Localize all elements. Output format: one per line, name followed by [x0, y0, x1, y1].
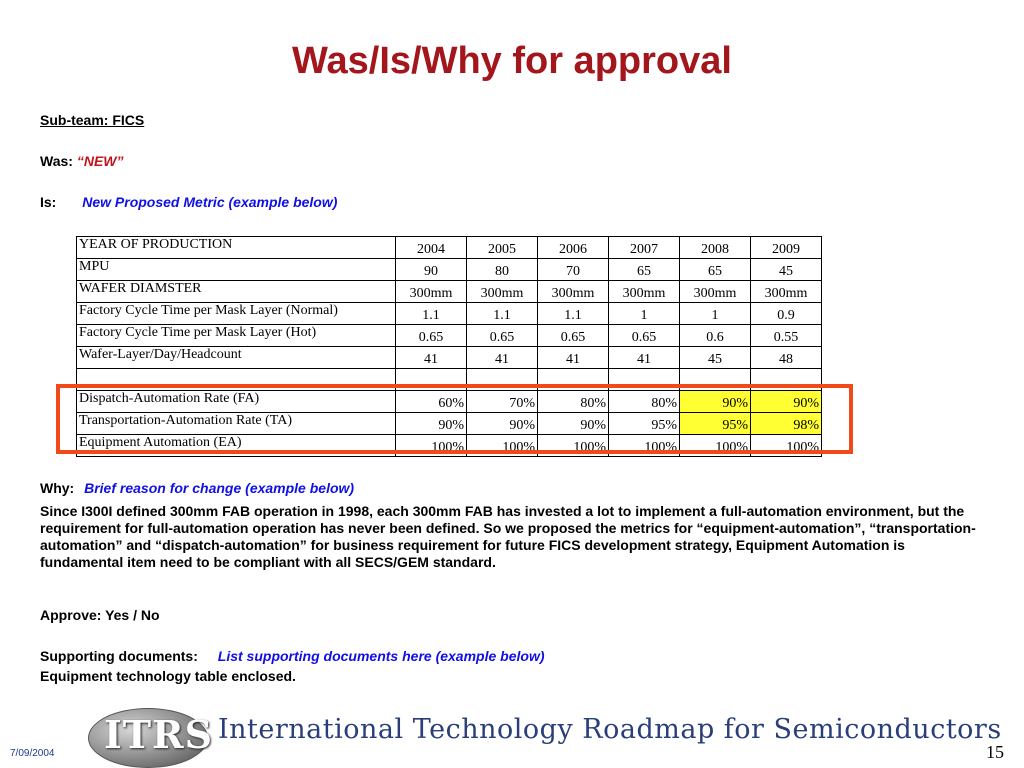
table-row	[77, 259, 822, 281]
table-cell: 0.65	[467, 325, 538, 347]
supporting-value: List supporting documents here (example below)	[217, 648, 545, 664]
table-cell: 1	[680, 303, 751, 325]
table-cell: 80%	[609, 391, 680, 413]
table-cell: 60%	[396, 391, 467, 413]
table-cell: 1.1	[467, 303, 538, 325]
table-cell: 65	[609, 259, 680, 281]
table-cell: 80%	[538, 391, 609, 413]
row-label: WAFER DIAMSTER	[77, 281, 396, 303]
table-cell: 300mm	[609, 281, 680, 303]
table-cell: 45	[680, 347, 751, 369]
table-cell: 65	[680, 259, 751, 281]
table-cell: 1	[609, 303, 680, 325]
was-line	[40, 153, 124, 169]
table-cell: 0.65	[538, 325, 609, 347]
table-row	[77, 281, 822, 303]
was-value: “NEW”	[76, 153, 124, 169]
table-cell: 90%	[538, 413, 609, 435]
table-header-row	[77, 237, 822, 259]
row-label: Equipment Automation (EA)	[77, 435, 396, 457]
supporting-label: Supporting documents:	[40, 648, 198, 664]
table-cell: 0.65	[609, 325, 680, 347]
approve-line: Approve: Yes / No	[40, 607, 160, 623]
year-cell: 2008	[680, 237, 751, 259]
is-value: New Proposed Metric (example below)	[82, 194, 338, 210]
table-cell: 41	[538, 347, 609, 369]
table-cell: 41	[396, 347, 467, 369]
table-cell: 45	[751, 259, 822, 281]
footer-date: 7/09/2004	[10, 748, 55, 759]
empty-cell	[467, 369, 538, 391]
was-label: Was:	[40, 153, 73, 169]
table-row	[77, 347, 822, 369]
table-empty-row	[77, 369, 822, 391]
table-cell: 1.1	[538, 303, 609, 325]
empty-cell	[77, 369, 396, 391]
why-value: Brief reason for change (example below)	[84, 480, 355, 496]
subteam-label: Sub-team: FICS	[40, 112, 145, 128]
table-cell: 300mm	[467, 281, 538, 303]
is-line	[40, 194, 337, 210]
row-label: Wafer-Layer/Day/Headcount	[77, 347, 396, 369]
row-label: Factory Cycle Time per Mask Layer (Normal)	[77, 303, 396, 325]
table-cell: 95%	[609, 413, 680, 435]
table-cell: 0.9	[751, 303, 822, 325]
empty-cell	[538, 369, 609, 391]
why-line	[40, 480, 354, 496]
table-cell: 90%	[396, 413, 467, 435]
table-cell: 300mm	[396, 281, 467, 303]
table-cell: 80	[467, 259, 538, 281]
table-cell: 90	[396, 259, 467, 281]
why-label: Why:	[40, 480, 75, 496]
table-cell: 0.65	[396, 325, 467, 347]
table-cell: 1.1	[396, 303, 467, 325]
automation-row	[77, 435, 822, 457]
empty-cell	[680, 369, 751, 391]
table-cell: 0.6	[680, 325, 751, 347]
row-label: Transportation-Automation Rate (TA)	[77, 413, 396, 435]
supporting-text: Equipment technology table enclosed.	[40, 668, 296, 684]
table-cell: 100%	[396, 435, 467, 457]
year-cell: 2009	[751, 237, 822, 259]
automation-row	[77, 391, 822, 413]
table-row	[77, 325, 822, 347]
year-cell: 2007	[609, 237, 680, 259]
highlighted-cell: 95%	[680, 413, 751, 435]
table-cell: 0.55	[751, 325, 822, 347]
highlighted-cell: 90%	[751, 391, 822, 413]
table-cell: 41	[467, 347, 538, 369]
table-cell: 100%	[467, 435, 538, 457]
table-cell: 300mm	[751, 281, 822, 303]
is-label: Is:	[40, 194, 57, 210]
table-cell: 100%	[751, 435, 822, 457]
row-label: MPU	[77, 259, 396, 281]
table-cell: 70	[538, 259, 609, 281]
metrics-table	[76, 236, 822, 457]
row-label: Factory Cycle Time per Mask Layer (Hot)	[77, 325, 396, 347]
slide-title: Was/Is/Why for approval	[292, 40, 732, 82]
empty-cell	[609, 369, 680, 391]
itrs-logo: ITRS	[104, 712, 214, 757]
highlighted-cell: 90%	[680, 391, 751, 413]
row-label: Dispatch-Automation Rate (FA)	[77, 391, 396, 413]
year-cell: 2004	[396, 237, 467, 259]
empty-cell	[751, 369, 822, 391]
table-cell: 48	[751, 347, 822, 369]
supporting-line	[40, 648, 545, 664]
table-cell: 300mm	[680, 281, 751, 303]
why-text: Since I300I defined 300mm FAB operation in 1998, each 300mm FAB has invested a lot to implement a full-automation environment, but the requirement for full-automation operation has never been defined. So we proposed the metrics for “equipment-automation”, “transportation-automation” and “dispatch-automation” for business requirement for future FICS development strategy, Equipment Automation is fundamental item need to be compliant with all SECS/GEM standard.	[40, 503, 976, 570]
table-cell: 100%	[680, 435, 751, 457]
table-cell: 41	[609, 347, 680, 369]
table-row	[77, 303, 822, 325]
page-number: 15	[986, 742, 1004, 762]
table-cell: 300mm	[538, 281, 609, 303]
automation-row	[77, 413, 822, 435]
table-cell: 100%	[609, 435, 680, 457]
empty-cell	[396, 369, 467, 391]
table-cell: 100%	[538, 435, 609, 457]
table-cell: 90%	[467, 413, 538, 435]
year-cell: 2005	[467, 237, 538, 259]
footer-banner: International Technology Roadmap for Semiconductors	[218, 714, 1002, 745]
highlighted-cell: 98%	[751, 413, 822, 435]
year-cell: 2006	[538, 237, 609, 259]
table-header-label: YEAR OF PRODUCTION	[77, 237, 396, 259]
table-cell: 70%	[467, 391, 538, 413]
